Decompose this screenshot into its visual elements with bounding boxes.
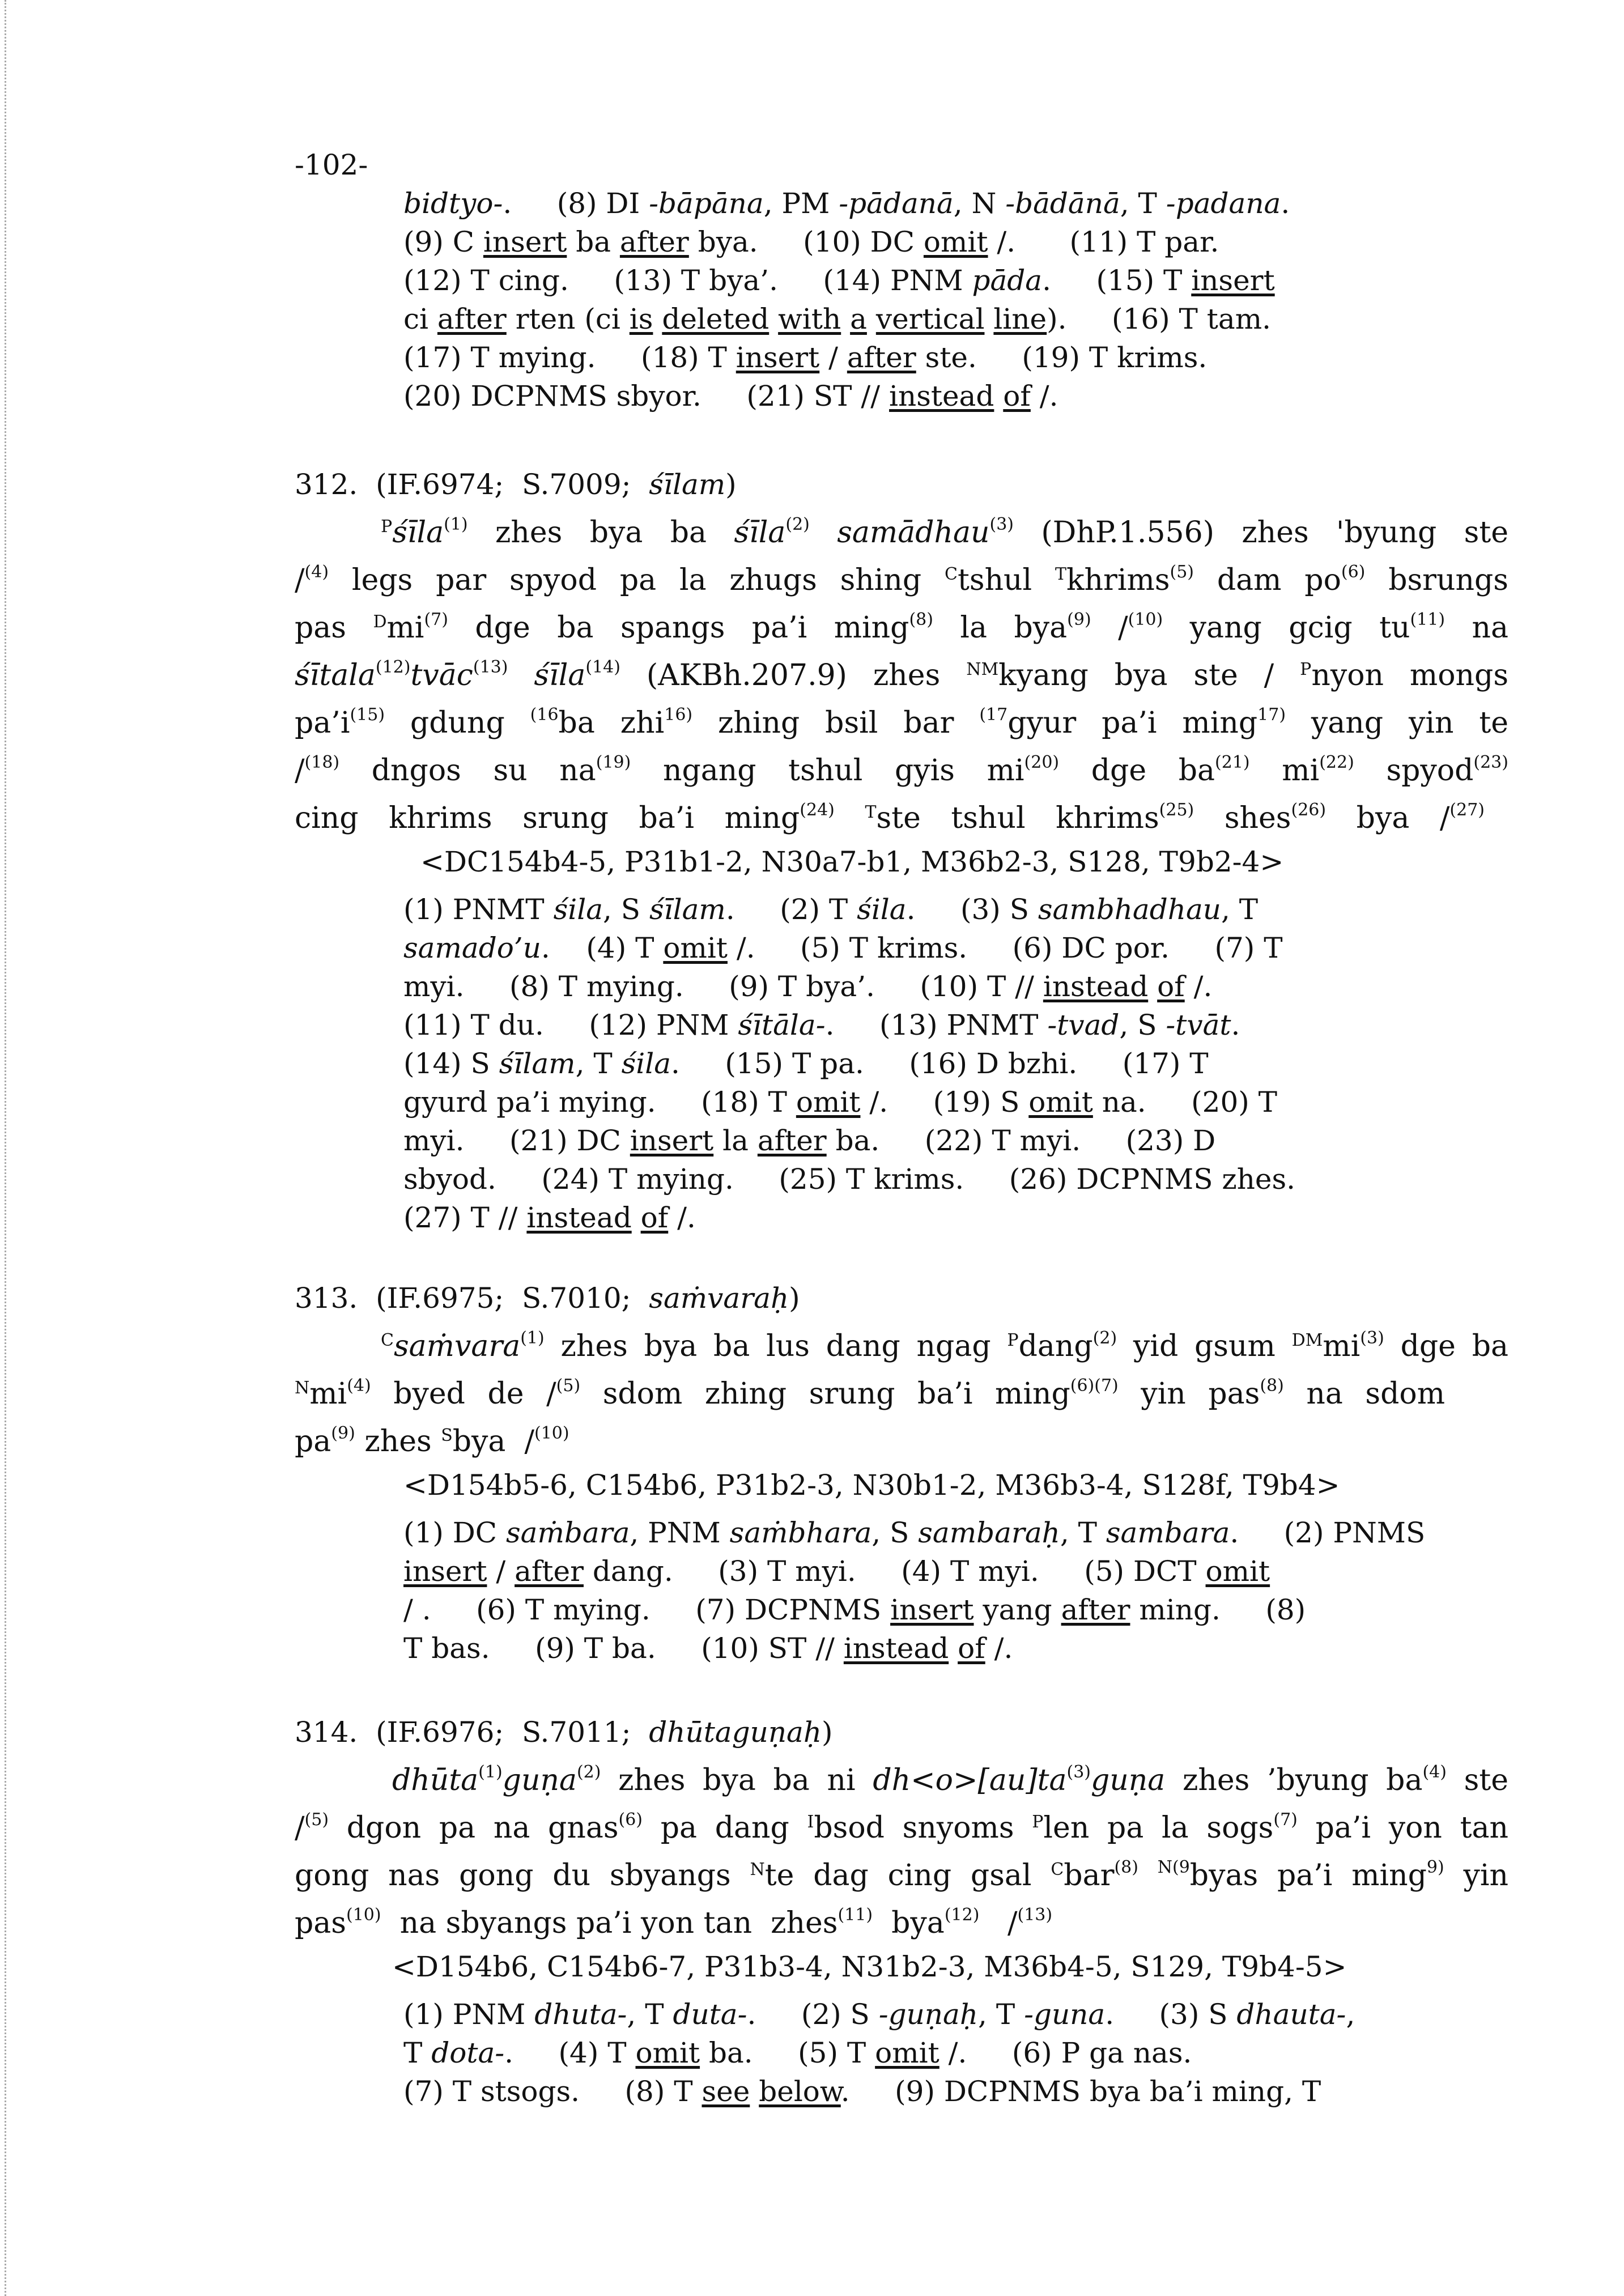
text-line: (1) DC saṁbara, PNM saṁbhara, S sambaraḥ, T sambara. (2) PNMS [403,1516,1426,1549]
text-line: śītala$^{(12)}$tvāc$^{(13)}$ śīla$^{(14)}$ (AKBh.207.9) zhes $^{NM}$kyang bya ste / $^P$nyon mongs [295,657,1509,692]
text-line: (9) C insert ba after bya. (10) DC omit /. (11) T par. [403,226,1219,258]
text-line: (14) S śīlam, T śila. (15) T pa. (16) D bzhi. (17) T [403,1047,1209,1080]
source-references: <D154b6, C154b6-7, P31b3-4, N31b2-3, M36b4-5, S129, T9b4-5> [392,1950,1347,1983]
text-line: / . (6) T mying. (7) DCPNMS insert yang after ming. (8) [403,1593,1306,1626]
text-line: pas $^Dmi^{(7)}$ dge ba spangs pa’i ming$^{(8)}$ la bya$^{(9)}$ /$^{(10)}$ yang gcig $tu^{(11)}$ na [295,610,1509,645]
text-line: (7) T stsogs. (8) T see below. (9) DCPNMS bya ba’i ming, T [403,2075,1321,2108]
entry-heading: 313. (IF.6975; S.7010; saṁvaraḥ) [295,1282,800,1315]
entry-heading: 312. (IF.6974; S.7009; śīlam) [295,468,737,501]
text-line: /$^{(4)}$ legs par spyod pa la zhugs shing $^C$tshul $^T$khrims$^{(5)}$ dam $po^{(6)}$ bsrungs [295,562,1508,597]
text-line: $^P$śīla$^{(1)}$ zhes bya ba śīla$^{(2)}$ samādhau$^{(3)}$ (DhP.1.556) zhes 'byung ste [381,515,1509,550]
text-line: T bas. (9) T ba. (10) ST // instead of /. [403,1632,1013,1665]
source-references: <DC154b4-5, P31b1-2, N30a7-b1, M36b2-3, S128, T9b2-4> [420,845,1284,878]
text-line: (20) DCPNMS sbyor. (21) ST // instead of /. [403,380,1058,413]
text-line: pas$^{(10)}$ na sbyangs pa’i yon tan zhes$^{(11)}$ bya$^{(12)}$ /$^{(13)}$ [295,1905,1053,1940]
text-line: (12) T cing. (13) T bya’. (14) PNM pāda. (15) T insert [403,264,1275,297]
text-line: $^Nmi^{(4)}$ byed de /$^{(5)}$ sdom zhing srung ba’i ming$^{(6)(7)}$ yin pas$^{(8)}$ na sdom [295,1376,1446,1411]
text-line: T dota-. (4) T omit ba. (5) T omit /. (6) P ga nas. [403,2036,1192,2069]
text-line: (17) T mying. (18) T insert / after ste. (19) T krims. [403,341,1208,374]
text-line: /$^{(5)}$ dgon pa na gnas$^{(6)}$ pa dang $^I$bsod snyoms $^P$len pa la sogs$^{(7)}$ pa’i yon tan [295,1810,1509,1845]
text-line: (11) T du. (12) PNM śītāla-. (13) PNMT -tvad, S -tvāt. [403,1009,1240,1041]
text-line: dhūta$^{(1)}$guṇa$^{(2)}$ zhes bya ba ni $dh<o>[au]ta^{(3)}guṇa$ zhes ’byung $ba^{(4)}$ ste [392,1762,1508,1797]
text-line: sbyod. (24) T mying. (25) T krims. (26) DCPNMS zhes. [403,1163,1296,1196]
text-line: $pa^{(9)}$ zhes $^S$bya /$^{(10)}$ [295,1423,569,1459]
text-line: $^C$saṁvara$^{(1)}$ zhes bya ba lus dang ngag $^P$dang$^{(2)}$ yid gsum $^{DM}mi^{(3)}$ dge ba [381,1328,1508,1363]
page-number: -102- [295,148,368,181]
source-references: <D154b5-6, C154b6, P31b2-3, N30b1-2, M36b3-4, S128f, T9b4> [403,1469,1340,1502]
text-line: insert / after dang. (3) T myi. (4) T myi. (5) DCT omit [403,1555,1270,1588]
text-line: ci after rten (ci is deleted with a vertical line). (16) T tam. [403,303,1272,335]
text-line: cing khrims srung ba’i ming$^{(24)}$ $^T$ste tshul khrims$^{(25)}$ shes$^{(26)}$ bya /$^{(27)}$ [295,800,1485,835]
text-line: samado’u. (4) T omit /. (5) T krims. (6) DC por. (7) T [403,932,1283,964]
text-line: (27) T // instead of /. [403,1201,696,1234]
text-line: myi. (8) T mying. (9) T bya’. (10) T // instead of /. [403,970,1213,1003]
text-line: (1) PNMT śila, S śīlam. (2) T śila. (3) S sambhadhau, T [403,893,1259,926]
text-line: (1) PNM dhuta-, T duta-. (2) S -guṇaḥ, T -guna. (3) S dhauta-, [403,1998,1355,2031]
text-line: gyurd pa’i mying. (18) T omit /. (19) S omit na. (20) T [403,1086,1278,1119]
entry-heading: 314. (IF.6976; S.7011; dhūtaguṇaḥ) [295,1716,833,1749]
text-line: myi. (21) DC insert la after ba. (22) T myi. (23) D [403,1124,1216,1157]
text-line: gong nas gong du sbyangs $^N$te dag cing gsal $^C$bar$^{(8)}$ $^{N(9}$byas pa’i ming$^{9)}$ yin [295,1857,1509,1893]
text-line: $pa’i^{(15)}$ gdung $^{(16}$ba zhi$^{16)}$ zhing bsil bar $^{(17}$gyur pa’i ming$^{17)}$ yang yin te [295,705,1508,740]
text-line: /$^{(18)}$ dngos su $na^{(19)}$ ngang tshul gyis $mi^{(20)}$ dge $ba^{(21)}$ $mi^{(22)}$ spyod$^{(23)}$ [295,752,1508,788]
text-line: bidtyo-. (8) DI -bāpāna, PM -pādanā, N -bādānā, T -padana. [403,187,1290,220]
